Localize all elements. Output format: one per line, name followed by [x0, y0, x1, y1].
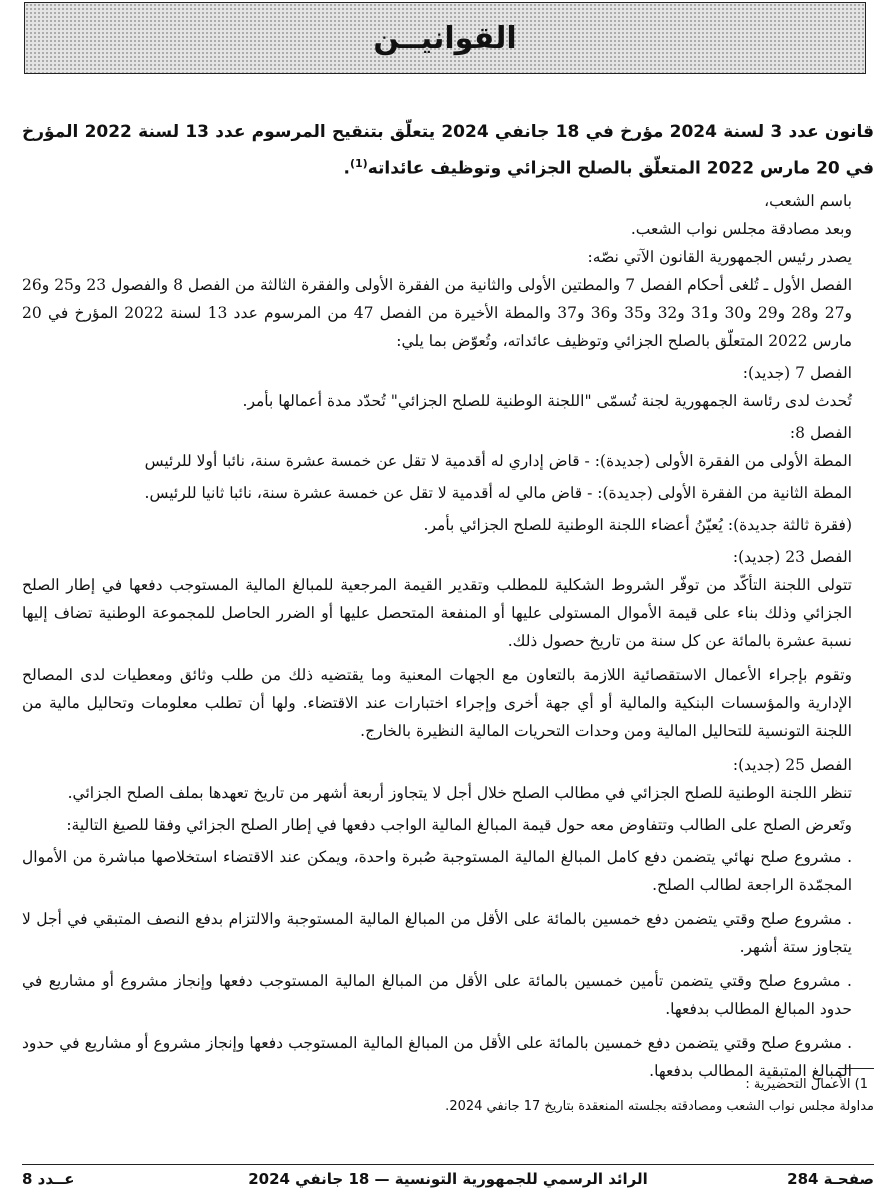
footer-divider	[22, 1164, 874, 1165]
section-header-banner	[24, 2, 866, 74]
section-25-option-2: . مشروع صلح وقتي يتضمن دفع خمسين بالمائة على الأقل من المبالغ المالية المستوجبة والالتزام بدفع النصف المتبقي في أجل لا يتجاوز ستة أشهر.	[22, 909, 852, 956]
section-8-heading: الفصل 8:	[789, 423, 852, 442]
footnotes	[22, 1074, 874, 1118]
footnote-text: مداولة مجلس نواب الشعب ومصادقته بجلسته المنعقدة بتاريخ 17 جانفي 2024.	[445, 1099, 874, 1114]
section-23-para-2: وتقوم بإجراء الأعمال الاستقصائية اللازمة بالتعاون مع الجهات المعنية وما يقتضيه ذلك من طلب وثائق ومعطيات لدى المصالح الإدارية والمؤسسات البنكية والمالية أو أي جهة أخرى وإجراء اختبارات عند الاقتضاء. ولها أن تطلب معلومات وتحاليل مالية من اللجنة التونسية للتحاليل المالية ومن وحدات التحريات المالية النظيرة بالخارج.	[22, 665, 852, 740]
section-title: القوانيــن	[373, 20, 517, 56]
law-title-end: .	[343, 158, 350, 179]
section-25-heading: الفصل 25 (جديد):	[732, 755, 852, 774]
article-1: الفصل الأول ـ تُلغى أحكام الفصل 7 والمطتين الأولى والثانية من الفقرة الأولى والفقرة الثالثة من الفصل 8 والفصول 23 و25 و26 و27 و28 و29 و30 و31 و32 و35 و36 و37 والمطة الأخيرة من الفصل 47 من المرسوم عدد 13 لسنة 2022 المؤرخ في 20 مارس 2022 المتعلّق بالصلح الجزائي وتوظيف عائداته، وتُعوّض بما يلي:	[22, 275, 853, 350]
section-7-heading: الفصل 7 (جديد):	[742, 363, 852, 382]
footnote-heading: 1) الأعمال التحضيرية :	[745, 1077, 868, 1092]
law-title-text: قانون عدد 3 لسنة 2024 مؤرخ في 18 جانفي 2024 يتعلّق بتنقيح المرسوم عدد 13 لسنة 2022 المؤرخ في 20 مارس 2022 المتعلّق بالصلح الجزائي وتوظيف عائداته	[22, 122, 874, 179]
gazette-name-date: الرائد الرسمي للجمهورية التونسية — 18 جانفي 2024	[248, 1170, 648, 1188]
footnote-ref: (1)	[349, 157, 368, 170]
page-number: صفحـة 284	[787, 1170, 874, 1188]
section-25-option-3: . مشروع صلح وقتي يتضمن تأمين خمسين بالمائة على الأقل من المبالغ المالية المستوجب دفعها وإنجاز مشروع أو مشاريع في حدود المبالغ المطالب بدفعها.	[22, 971, 852, 1018]
section-8-item-2: المطة الثانية من الفقرة الأولى (جديدة): - قاض مالي له أقدمية لا تقل عن خمسة عشرة سنة، نائبا ثانيا للرئيس.	[144, 483, 852, 502]
document-body	[22, 116, 874, 1091]
section-8-item-1: المطة الأولى من الفقرة الأولى (جديدة): - قاض إداري له أقدمية لا تقل عن خمسة عشرة سنة، نائبا أولا للرئيس	[144, 451, 852, 470]
issue-number: عــدد 8	[22, 1170, 75, 1188]
section-25-option-1: . مشروع صلح نهائي يتضمن دفع كامل المبالغ المالية المستوجبة صُبرة واحدة، ويمكن عند الاقتضاء استخلاصها مباشرة من الأموال المجمّدة الراجعة لطالب الصلح.	[22, 847, 852, 894]
law-title	[22, 116, 874, 185]
section-25-para-1: تنظر اللجنة الوطنية للصلح الجزائي في مطالب الصلح خلال أجل لا يتجاوز أربعة أشهر من تاريخ تعهدها بملف الصلح الجزائي.	[67, 783, 852, 802]
preamble-line-3: يصدر رئيس الجمهورية القانون الآتي نصّه:	[587, 247, 852, 266]
section-25-para-2: وتَعرض الصلح على الطالب وتتفاوض معه حول قيمة المبالغ المالية الواجب دفعها في إطار الصلح الجزائي وفقا للصيغ التالية:	[66, 815, 852, 834]
section-23-para-1: تتولى اللجنة التأكّد من توفّر الشروط الشكلية للمطلب وتقدير القيمة المرجعية للمبالغ المالية المستوجب دفعها في إطار الصلح الجزائي وذلك بناء على قيمة الأموال المستولى عليها أو المنفعة المتحصل عليها أو الضرر الحاصل للمجموعة الوطنية تضاف إليها نسبة عشرة بالمائة عن كل سنة من تاريخ حصول ذلك.	[22, 575, 852, 650]
section-23-heading: الفصل 23 (جديد):	[732, 547, 852, 566]
preamble-line-2: وبعد مصادقة مجلس نواب الشعب.	[630, 219, 852, 238]
section-7-text: تُحدث لدى رئاسة الجمهورية لجنة تُسمّى "اللجنة الوطنية للصلح الجزائي" تُحدّد مدة أعمالها بأمر.	[242, 391, 852, 410]
section-25-option-4: . مشروع صلح وقتي يتضمن دفع خمسين بالمائة على الأقل من المبالغ المالية المستوجب دفعها وإنجاز مشروع أو مشاريع في حدود المبالغ المتبقية المطالب بدفعها.	[22, 1033, 852, 1080]
footnote-divider	[838, 1068, 874, 1069]
section-8-item-3: (فقرة ثالثة جديدة): يُعيّنُ أعضاء اللجنة الوطنية للصلح الجزائي بأمر.	[423, 515, 852, 534]
preamble-line-1: باسم الشعب،	[764, 191, 852, 210]
page-footer	[22, 1170, 874, 1194]
